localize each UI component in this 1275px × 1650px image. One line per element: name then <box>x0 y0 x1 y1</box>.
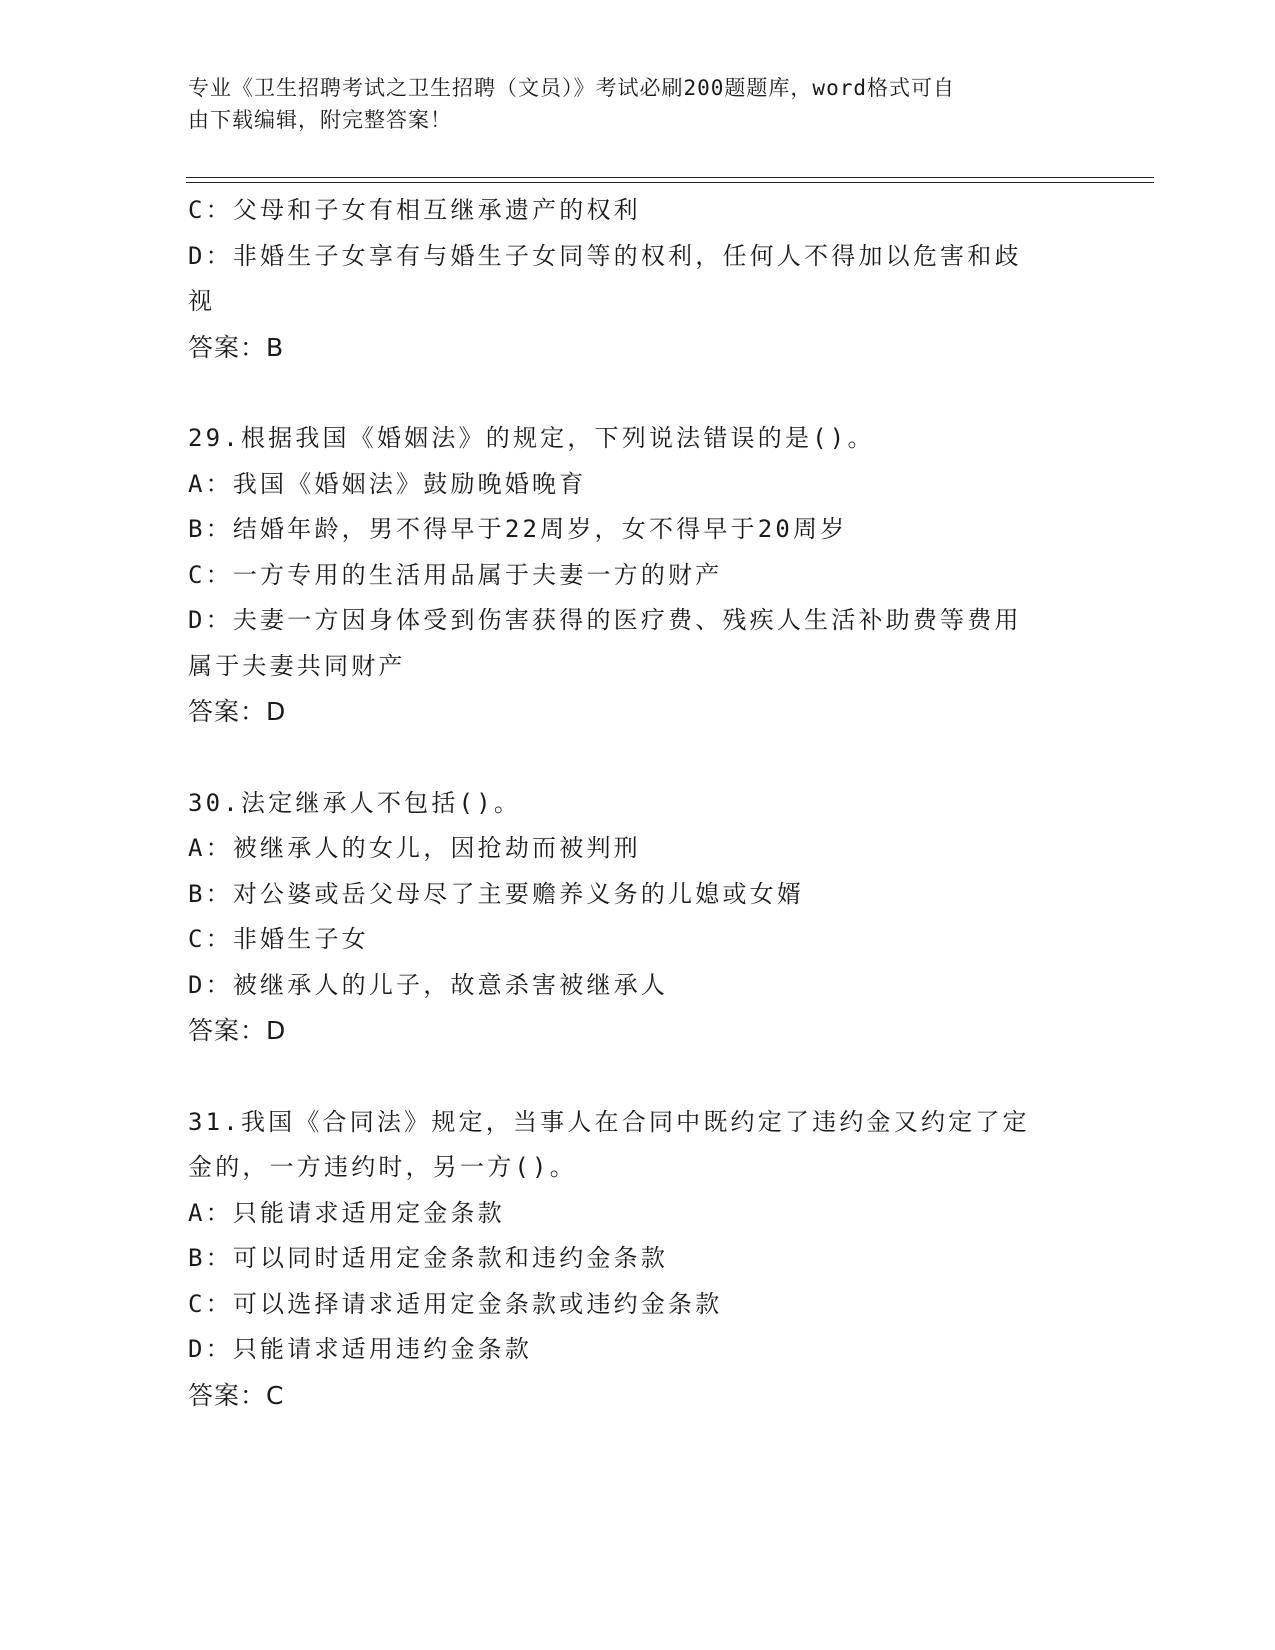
option-b: B：结婚年龄，男不得早于22周岁，女不得早于20周岁 <box>188 515 848 543</box>
spacer <box>188 1054 1088 1100</box>
question-text: 29.根据我国《婚姻法》的规定，下列说法错误的是()。 <box>188 424 875 452</box>
question-block-31 <box>188 1100 1088 1419</box>
answer: 答案：D <box>188 1016 287 1045</box>
question-text-continued: 金的，一方违约时，另一方()。 <box>188 1153 577 1181</box>
question-block-30 <box>188 781 1088 1054</box>
option-d: D：非婚生子女享有与婚生子女同等的权利，任何人不得加以危害和歧 <box>188 241 1022 270</box>
option-d-continued: 视 <box>188 287 216 315</box>
answer: 答案：D <box>188 697 287 726</box>
option-c: C：父母和子女有相互继承遗产的权利 <box>188 196 641 224</box>
option-d: D：只能请求适用违约金条款 <box>188 1335 533 1363</box>
answer: 答案：B <box>188 332 285 362</box>
header-line-1: 专业《卫生招聘考试之卫生招聘（文员）》考试必刷200题题库，word格式可自 <box>188 76 955 100</box>
header-line-2: 由下载编辑，附完整答案！ <box>188 108 452 132</box>
option-b: B：可以同时适用定金条款和违约金条款 <box>188 1244 669 1272</box>
question-text: 31.我国《合同法》规定，当事人在合同中既约定了违约金又约定了定 <box>188 1107 1030 1136</box>
question-block-28 <box>188 188 1088 370</box>
option-d: D：夫妻一方因身体受到伤害获得的医疗费、残疾人生活补助费等费用 <box>188 606 1022 634</box>
option-d: D：被继承人的儿子，故意杀害被继承人 <box>188 970 669 999</box>
question-block-29 <box>188 416 1088 735</box>
header-divider-top <box>186 177 1154 178</box>
option-c: C：可以选择请求适用定金条款或违约金条款 <box>188 1289 723 1318</box>
answer: 答案：C <box>188 1380 285 1410</box>
option-c: C：非婚生子女 <box>188 925 369 953</box>
option-c: C：一方专用的生活用品属于夫妻一方的财产 <box>188 560 723 589</box>
option-b: B：对公婆或岳父母尽了主要赡养义务的儿媳或女婿 <box>188 879 805 908</box>
option-a: A：只能请求适用定金条款 <box>188 1198 505 1227</box>
option-a: A：被继承人的女儿，因抢劫而被判刑 <box>188 834 641 862</box>
question-list <box>188 188 1088 1418</box>
document-header <box>188 72 1068 136</box>
spacer <box>188 370 1088 416</box>
spacer <box>188 735 1088 781</box>
option-a: A：我国《婚姻法》鼓励晚婚晚育 <box>188 469 587 498</box>
question-text: 30.法定继承人不包括()。 <box>188 788 522 817</box>
option-d-continued: 属于夫妻共同财产 <box>188 651 406 680</box>
header-divider-bottom <box>186 182 1154 183</box>
